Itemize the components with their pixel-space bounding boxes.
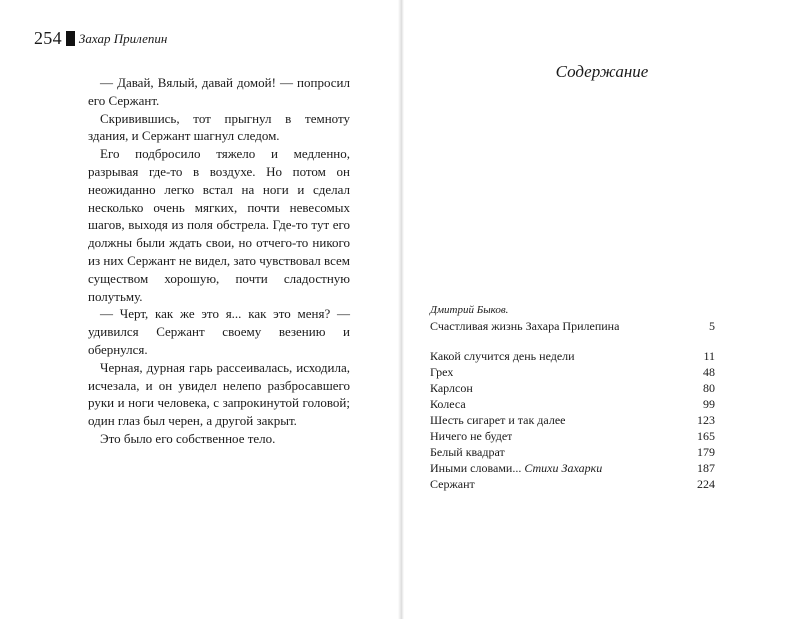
right-page — [404, 0, 800, 619]
story-text — [88, 74, 350, 448]
toc-author: Дмитрий Быков. — [430, 304, 509, 316]
toc-entry-page: 187 — [697, 461, 715, 475]
toc-entry-page: 5 — [709, 319, 715, 333]
page-number: 254 — [34, 28, 62, 48]
paragraph: Его подбросило тяжело и медленно, разрывая где-то в воздухе. Но потом он неожиданно легко встал на ноги и сделал несколько очень мягких, почти невесомых шагов, выходя из поля обстрела. Где-то тут его должны были ждать свои, но отчего-то никого из них Сержант не видел, зато чувствовал всем существом хорошую, почти сладостную полутьму. — [88, 146, 350, 304]
running-title: Захар Прилепин — [78, 30, 168, 46]
toc-entry-title: Грех — [430, 365, 454, 379]
toc-entry-title-italic: Стихи Захарки — [524, 461, 603, 475]
toc-entry — [430, 412, 715, 428]
paragraph: — Черт, как же это я... как это меня? — удивился Сержант своему везению и обернулся. — [88, 306, 350, 357]
paragraph: Черная, дурная гарь рассеивалась, исходила, исчезала, и он увидел нелепо разбросавшего руки и ноги человека, с запрокинутой головой; один глаз был черен, а другой закрыт. — [88, 359, 350, 429]
paragraph: Скривившись, тот прыгнул в темноту здания, и Сержант шагнул следом. — [88, 110, 350, 144]
left-page — [0, 0, 398, 619]
contents-title: Содержание — [555, 62, 649, 81]
toc-entry — [430, 318, 715, 334]
toc-entry-title: Счастливая жизнь Захара Прилепина — [430, 319, 620, 333]
toc-entry-page: 99 — [703, 397, 715, 411]
toc-entry-page: 179 — [697, 445, 715, 459]
toc-entry — [430, 460, 715, 476]
toc-entry-title — [430, 460, 602, 476]
toc-entry-page: 123 — [697, 413, 715, 427]
toc-entry — [430, 364, 715, 380]
toc-entry-page: 224 — [697, 477, 715, 491]
toc-entry-title: Сержант — [430, 477, 475, 491]
toc-entry — [430, 428, 715, 444]
table-of-contents — [430, 303, 715, 492]
toc-entry-page: 11 — [703, 349, 715, 363]
toc-entry-page: 80 — [703, 381, 715, 395]
toc-entry — [430, 444, 715, 460]
paragraph: Это было его собственное тело. — [100, 430, 276, 446]
toc-entry — [430, 348, 715, 364]
toc-entry-page: 165 — [697, 429, 715, 443]
toc-entry-title: Какой случится день недели — [430, 349, 575, 363]
toc-entry-title: Шесть сигарет и так далее — [430, 413, 566, 427]
toc-entry-page: 48 — [703, 365, 715, 379]
toc-entry-title: Колеса — [430, 397, 466, 411]
running-head-block-mark — [66, 31, 75, 46]
toc-entry — [430, 476, 715, 492]
running-head — [34, 28, 167, 49]
toc-entry-title-part: Иными словами... — [430, 461, 522, 475]
toc-entry-title: Ничего не будет — [430, 429, 513, 443]
paragraph: — Давай, Вялый, давай домой! — попросил его Сержант. — [88, 75, 350, 108]
toc-entry — [430, 380, 715, 396]
toc-entry-title: Карлсон — [430, 381, 473, 395]
toc-entry — [430, 396, 715, 412]
toc-entry-title: Белый квадрат — [430, 445, 505, 459]
